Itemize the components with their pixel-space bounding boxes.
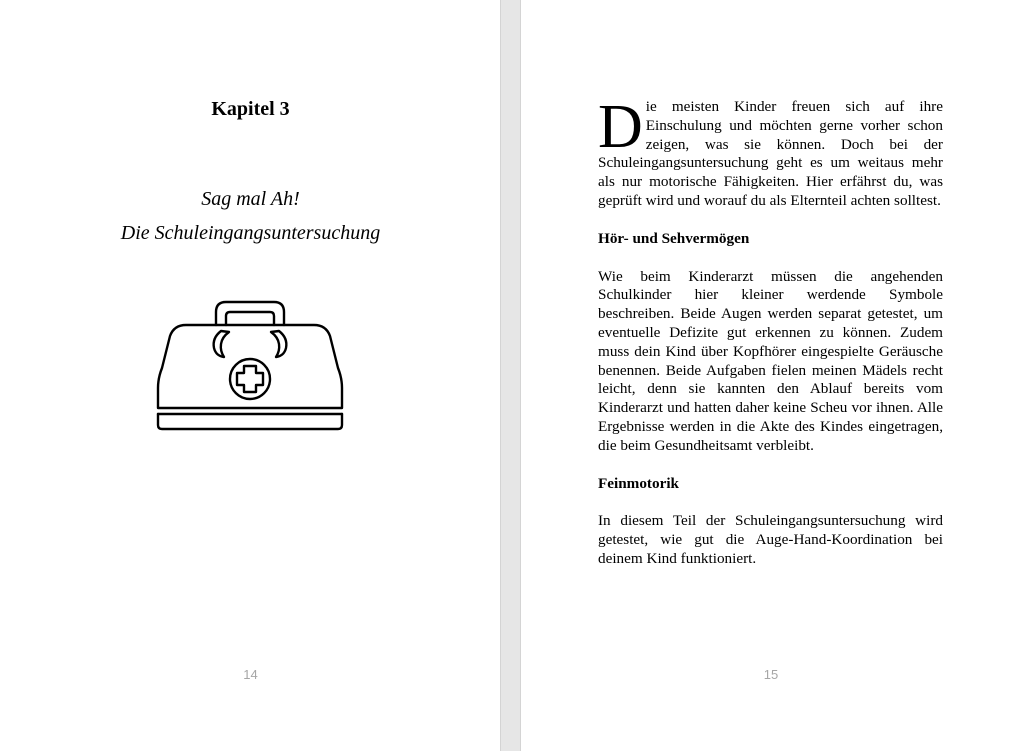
intro-text: ie meisten Kinder freuen sich auf ihre Einschulung und möchten gerne vorher schon zeigen, was sie können. Doch bei der Schuleingangsuntersuchung geht es um weitaus mehr als nur motorische Fähigkeiten. Hier erfährst du, was geprüft wird und worauf du als Elternteil achten solltest.	[598, 98, 943, 209]
section-paragraph-hearing-vision: Wie beim Kinderarzt müssen die angehenden Schulkinder hier kleiner werdende Symbole beschreiben. Beide Augen werden separat getestet, um eventuelle Defizite gut erkennen zu können. Zudem muss dein Kind über Kopfhörer eingespielte Geräusche benennen. Beide Aufgaben fielen meinen Mädels recht leicht, denn sie kannten den Ablauf bereits vom Kinderarzt und hatten daher keine Scheu vor ihnen. Alle Ergebnisse werden in die Akte des Kindes eingetragen, die beim Gesundheitsamt verbleibt.	[598, 267, 943, 454]
page-number: 15	[763, 667, 779, 682]
section-heading-hearing-vision: Hör- und Sehvermögen	[598, 229, 750, 247]
left-page	[0, 0, 501, 751]
right-page	[520, 0, 1020, 751]
section-paragraph-fine-motor: In diesem Teil der Schuleingangsuntersuchung wird getestet, wie gut die Auge-Hand-Koordination bei deinem Kind funktioniert.	[598, 512, 943, 567]
section-heading-fine-motor: Feinmotorik	[598, 474, 679, 492]
medical-bag-icon	[150, 296, 350, 438]
intro-paragraph	[598, 93, 943, 211]
drop-cap: D	[598, 93, 643, 161]
body-text	[598, 93, 943, 569]
chapter-title-line-1: Sag mal Ah!	[201, 188, 300, 210]
chapter-title	[0, 182, 501, 250]
chapter-title-line-2: Die Schuleingangsuntersuchung	[120, 222, 381, 244]
page-number: 14	[243, 667, 258, 682]
chapter-number: Kapitel 3	[211, 98, 290, 120]
